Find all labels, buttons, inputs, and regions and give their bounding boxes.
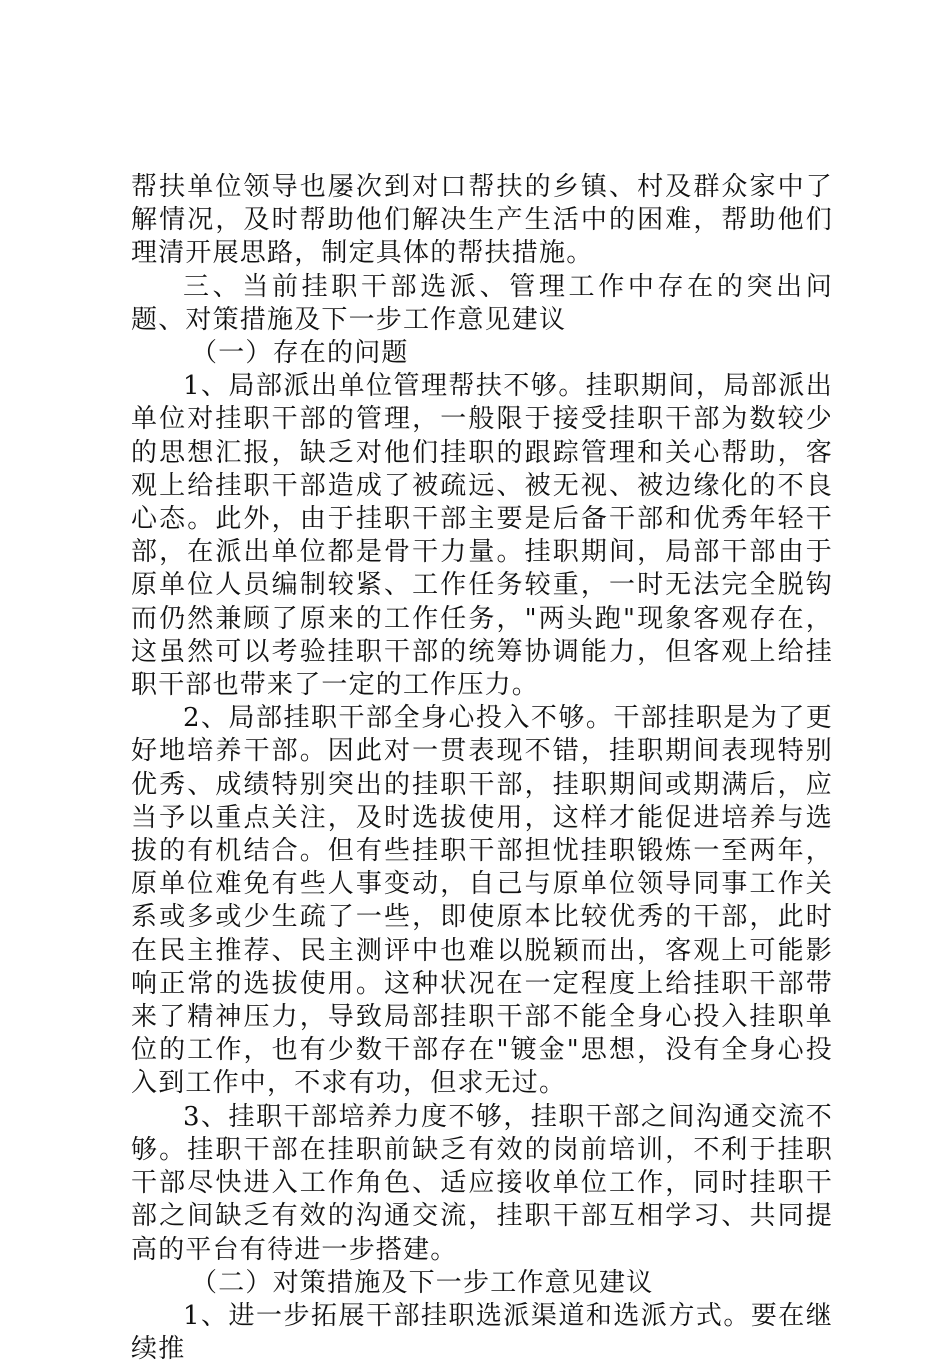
section-heading-three: 三、当前挂职干部选派、管理工作中存在的突出问题、对策措施及下一步工作意见建议: [131, 271, 833, 335]
paragraph-continuation: 帮扶单位领导也屡次到对口帮扶的乡镇、村及群众家中了解情况，及时帮助他们解决生产生活中的困难，帮助他们理清开展思路，制定具体的帮扶措施。: [131, 172, 833, 269]
subheading-existing-problems: （一）存在的问题: [191, 338, 409, 369]
paragraph-problem-2: 2、局部挂职干部全身心投入不够。干部挂职是为了更好地培养干部。因此对一贯表现不错，挂职期间表现特别优秀、成绩特别突出的挂职干部，挂职期间或期满后，应当予以重点关注，及时选拔使用，这样才能促进培养与选拔的有机结合。但有些挂职干部担忧挂职锻炼一至两年，原单位难免有些人事变动，自己与原单位领导同事工作关系或多或少生疏了一些，即使原本比较优秀的干部，此时在民主推荐、民主测评中也难以脱颖而出，客观上可能影响正常的选拔使用。这种状况在一定程度上给挂职干部带来了精神压力，导致局部挂职干部不能全身心投入挂职单位的工作，也有少数干部存在"镀金"思想，没有全身心投入到工作中，不求有功，但求无过。: [131, 703, 833, 1099]
document-page: [131, 171, 833, 1366]
paragraph-measure-1: 1、进一步拓展干部挂职选派渠道和选派方式。要在继续推: [131, 1300, 833, 1365]
paragraph-problem-3: 3、挂职干部培养力度不够，挂职干部之间沟通交流不够。挂职干部在挂职前缺乏有效的岗前培训，不利于挂职干部尽快进入工作角色、适应接收单位工作，同时挂职干部之间缺乏有效的沟通交流，挂职干部互相学习、共同提高的平台有待进一步搭建。: [131, 1101, 833, 1265]
subheading-countermeasures: （二）对策措施及下一步工作意见建议: [191, 1267, 654, 1298]
paragraph-problem-1: 1、局部派出单位管理帮扶不够。挂职期间，局部派出单位对挂职干部的管理，一般限于接受挂职干部为数较少的思想汇报，缺乏对他们挂职的跟踪管理和关心帮助，客观上给挂职干部造成了被疏远、被无视、被边缘化的不良心态。此外，由于挂职干部主要是后备干部和优秀年轻干部，在派出单位都是骨干力量。挂职期间，局部干部由于原单位人员编制较紧、工作任务较重，一时无法完全脱钩而仍然兼顾了原来的工作任务，"两头跑"现象客观存在，这虽然可以考验挂职干部的统筹协调能力，但客观上给挂职干部也带来了一定的工作压力。: [131, 371, 833, 701]
